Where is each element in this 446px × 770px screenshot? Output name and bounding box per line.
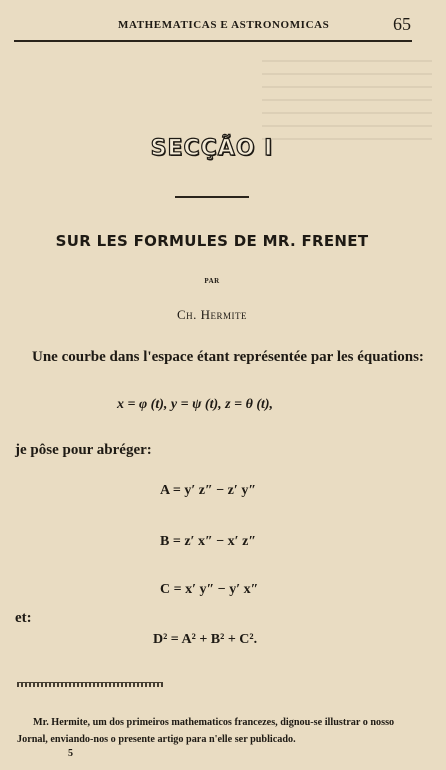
equation-c: C = x′ y″ − y′ x″ [160, 582, 259, 597]
bleed-through-texture [262, 60, 432, 140]
equation-b: B = z′ x″ − x′ z″ [160, 534, 257, 549]
footnote-rule [17, 682, 163, 687]
et-label: et: [15, 610, 32, 626]
page-number: 65 [393, 14, 411, 34]
equation-d: D² = A² + B² + C². [153, 632, 258, 647]
header-rule [14, 40, 412, 42]
section-rule [175, 196, 249, 198]
article-title: SUR LES FORMULES DE MR. FRENET [55, 232, 369, 250]
author-name: Ch. Hermite [176, 307, 248, 322]
signature-mark: 5 [68, 748, 73, 759]
running-header [0, 14, 446, 38]
footnote-text: Mr. Hermite, um dos primeiros mathematicos francezes, dignou-se illustrar o nosso Jornal, enviando-nos o presente artigo para n'elle ser publicado. [17, 717, 395, 745]
intro-paragraph: Une courbe dans l'espace étant représentée par les équations: [32, 349, 424, 365]
equation-a: A = y′ z″ − z′ y″ [160, 483, 257, 498]
section-title: SECÇÃO I [150, 136, 274, 161]
running-title: MATHEMATICAS E ASTRONOMICAS [118, 19, 330, 31]
parametric-equations: x = φ (t), y = ψ (t), z = θ (t), [117, 397, 274, 412]
pose-paragraph: je pôse pour abréger: [15, 442, 152, 458]
byline-par: PAR [204, 277, 220, 285]
